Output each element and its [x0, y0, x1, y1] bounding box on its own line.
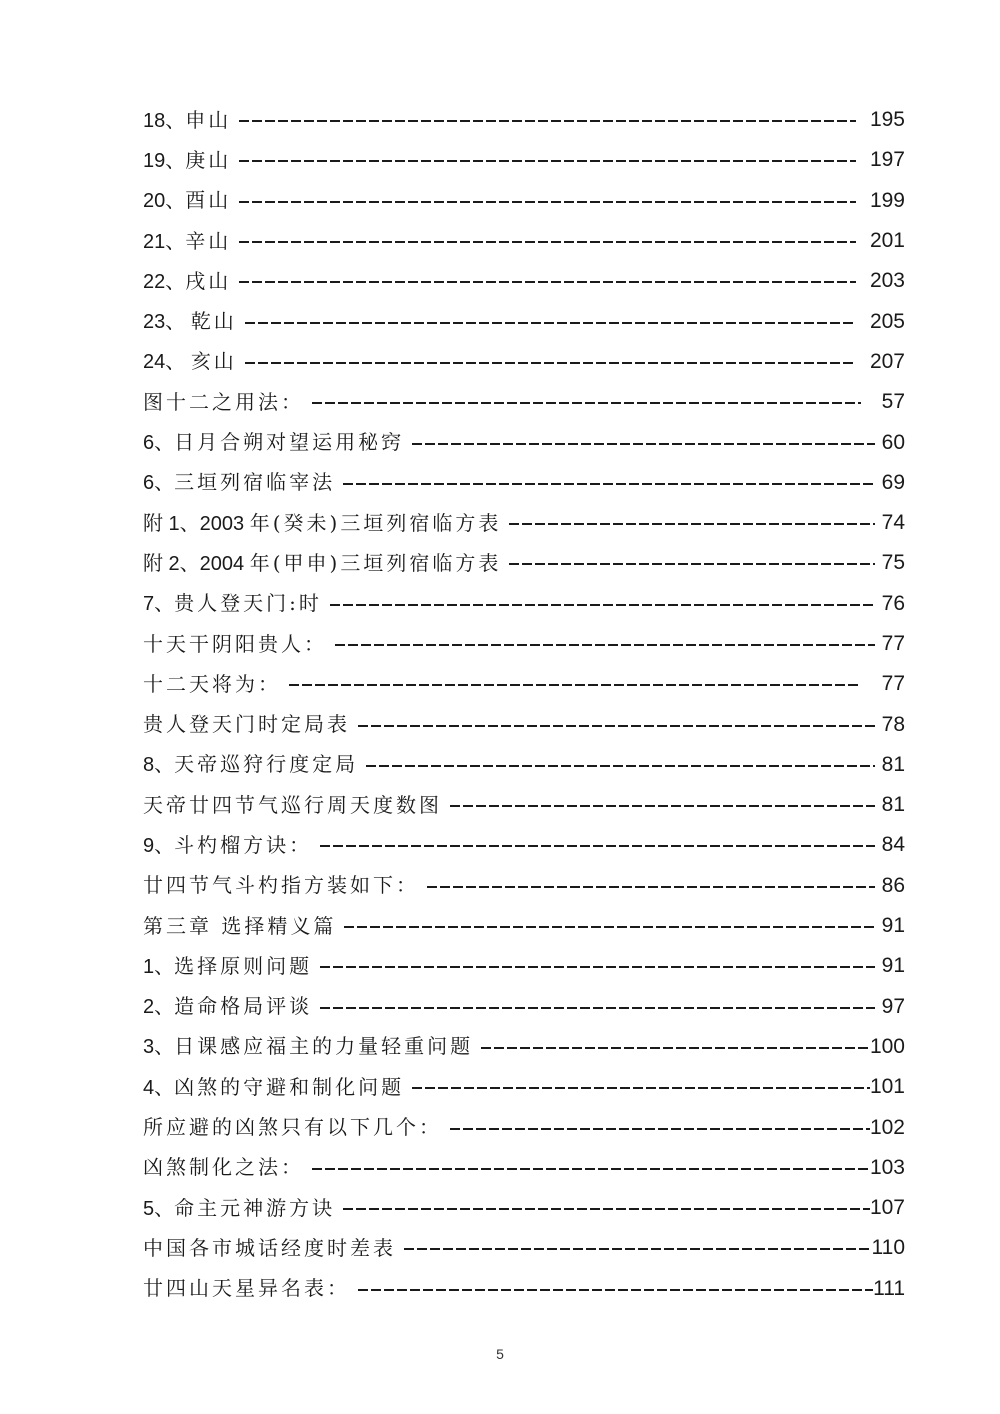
toc-entry-page-number: 205 [869, 309, 905, 333]
toc-entry-page-number: 77 [881, 632, 905, 655]
toc-entry-title [143, 1147, 304, 1188]
toc-entry[interactable] [143, 704, 905, 744]
dot-leader [343, 483, 875, 485]
dot-leader [320, 845, 875, 847]
toc-entry[interactable] [143, 1148, 905, 1188]
dot-leader [404, 1248, 872, 1250]
toc-entry-label: 申山 [185, 107, 232, 132]
toc-entry-title [143, 906, 336, 947]
dot-leader [239, 281, 856, 283]
toc-entry-prefix: 23、 [143, 311, 191, 334]
toc-entry-title [143, 422, 404, 463]
toc-entry-label: 十天干阴阳贵人： [143, 631, 327, 656]
toc-entry-prefix: 21、 [143, 230, 186, 253]
toc-entry[interactable] [143, 745, 905, 785]
toc-entry-label: 第三章 选择精义篇 [143, 913, 337, 938]
dot-leader [239, 120, 856, 122]
toc-entry-label: 辛山 [185, 228, 232, 253]
toc-entry-title [143, 140, 231, 181]
toc-entry-label: 戌山 [185, 268, 232, 293]
toc-entry-title [143, 664, 281, 705]
toc-entry-title [143, 785, 442, 826]
toc-entry-prefix: 1、 [143, 955, 175, 978]
dot-leader [344, 926, 875, 928]
toc-entry[interactable] [143, 906, 905, 946]
toc-entry-page-number: 107 [869, 1196, 905, 1220]
toc-entry[interactable] [143, 463, 905, 503]
toc-entry[interactable] [143, 664, 905, 704]
toc-entry-label: 命主元神游方诀 [174, 1195, 336, 1220]
toc-entry-label: 图十二之用法： [143, 389, 304, 414]
toc-entry-title [143, 1228, 396, 1269]
toc-entry-title [143, 503, 501, 544]
toc-entry[interactable] [143, 503, 905, 543]
toc-entry[interactable] [143, 181, 905, 221]
dot-leader [239, 160, 856, 162]
toc-entry-prefix: 4、 [143, 1076, 175, 1099]
dot-leader [481, 1047, 870, 1049]
toc-entry-title [143, 462, 335, 503]
toc-entry[interactable] [143, 946, 905, 986]
footer-page-number: 5 [496, 1346, 504, 1362]
dot-leader [412, 443, 875, 445]
toc-entry-prefix: 2、 [143, 996, 175, 1019]
toc-entry[interactable] [143, 785, 905, 825]
toc-entry-page-number: 86 [881, 873, 905, 897]
dot-leader [343, 1208, 870, 1210]
toc-entry-page-number: 199 [869, 188, 905, 212]
toc-entry-label: 造命格局评谈 [174, 994, 313, 1019]
dot-leader [330, 604, 875, 606]
toc-entry-page-number: 102 [869, 1115, 905, 1139]
toc-entry-title [143, 1026, 473, 1067]
toc-entry[interactable] [143, 1269, 905, 1309]
toc-entry-prefix: 3、 [143, 1036, 175, 1059]
toc-entry[interactable] [143, 1228, 905, 1268]
toc-entry-page-number: 84 [881, 833, 905, 857]
toc-entry-page-number: 101 [869, 1075, 905, 1099]
dot-leader [450, 805, 875, 807]
toc-entry-title [143, 543, 501, 584]
toc-entry-page-number: 197 [869, 148, 905, 172]
toc-entry-prefix: 5、 [143, 1197, 175, 1220]
toc-entry-page-number: 76 [881, 591, 905, 615]
toc-entry[interactable] [143, 100, 905, 140]
toc-entry-page-number: 74 [881, 511, 905, 535]
toc-entry-label: 贵人登天门时定局表 [143, 712, 350, 737]
toc-entry-prefix: 6、 [143, 432, 175, 455]
toc-entry-label: 斗杓榴方诀： [174, 833, 313, 857]
toc-entry-label: 日月合朔对望运用秘窍 [174, 430, 405, 455]
toc-entry-title [143, 1107, 442, 1148]
toc-entry-title [143, 986, 312, 1027]
toc-entry[interactable] [143, 584, 905, 624]
dot-leader [239, 201, 856, 203]
toc-entry-title [143, 100, 231, 141]
toc-entry-label: 三垣列宿临宰法 [174, 470, 336, 495]
toc-entry-prefix: 附 1、2003 [143, 512, 250, 535]
toc-entry[interactable] [143, 987, 905, 1027]
toc-entry-prefix: 8、 [143, 754, 175, 777]
toc-entry-page-number: 195 [869, 108, 905, 132]
toc-entry-label: 中国各市城话经度时差表 [143, 1235, 396, 1260]
dot-leader [239, 241, 856, 243]
toc-entry-label: 廿四节气斗杓指方装如下： [143, 873, 419, 898]
toc-entry-page-number: 201 [869, 229, 905, 253]
toc-entry-title [143, 382, 304, 423]
toc-entry-label: 十二天将为： [143, 671, 281, 696]
dot-leader [427, 886, 875, 888]
toc-entry-title [143, 825, 312, 866]
dot-leader [245, 322, 856, 324]
toc-entry-title [143, 301, 237, 342]
toc-entry-title [143, 180, 231, 221]
dot-leader [289, 684, 861, 686]
toc-entry-page-number: 91 [881, 954, 905, 978]
toc-entry-page-number: 97 [881, 994, 905, 1018]
toc-entry[interactable] [143, 1027, 905, 1067]
toc-entry[interactable] [143, 342, 905, 382]
toc-entry-page-number: 110 [871, 1236, 905, 1260]
toc-entry-page-number: 81 [881, 793, 905, 817]
toc-entry-label: 选择原则问题 [174, 953, 313, 978]
toc-entry[interactable] [143, 543, 905, 583]
dot-leader [312, 402, 861, 404]
toc-entry-page-number: 57 [881, 390, 905, 414]
toc-entry-label: 天帝巡狩行度定局 [174, 752, 359, 777]
toc-entry-title [143, 624, 327, 665]
table-of-contents [143, 100, 905, 1309]
toc-entry[interactable] [143, 301, 905, 341]
toc-entry-prefix: 18、 [143, 109, 186, 132]
dot-leader [509, 563, 875, 565]
toc-entry-title [143, 744, 358, 785]
toc-entry-page-number: 77 [881, 672, 905, 696]
toc-entry-title [143, 1067, 404, 1108]
toc-entry-prefix: 22、 [143, 270, 186, 293]
toc-entry-label: 天帝廿四节气巡行周天度数图 [143, 792, 442, 817]
toc-entry[interactable] [143, 825, 905, 865]
toc-entry[interactable] [143, 624, 905, 664]
toc-entry[interactable] [143, 422, 905, 462]
toc-entry-page-number: 91 [881, 914, 905, 938]
toc-entry-label: 酉山 [185, 188, 232, 213]
dot-leader [320, 1007, 875, 1009]
toc-entry-page-number: 203 [869, 269, 905, 293]
dot-leader [335, 644, 875, 646]
toc-entry-prefix: 24、 [143, 351, 191, 374]
dot-leader [358, 725, 875, 727]
toc-entry-prefix: 附 2、2004 [143, 552, 250, 575]
toc-entry-label: 凶煞制化之法： [143, 1155, 304, 1180]
toc-entry-label: 庚山 [185, 147, 232, 172]
toc-entry-page-number: 75 [881, 551, 905, 575]
toc-entry-page-number: 100 [869, 1034, 905, 1058]
toc-entry-title [143, 704, 350, 745]
toc-entry-page-number: 111 [873, 1276, 905, 1300]
toc-entry-label: 亥山 [190, 349, 237, 374]
dot-leader [358, 1289, 873, 1291]
toc-entry[interactable] [143, 261, 905, 301]
toc-entry-prefix: 19、 [143, 149, 186, 172]
toc-entry[interactable] [143, 1107, 905, 1147]
toc-entry[interactable] [143, 140, 905, 180]
dot-leader [509, 523, 875, 525]
toc-entry-prefix: 6、 [143, 472, 175, 495]
toc-entry-prefix: 9、 [143, 835, 175, 857]
dot-leader [312, 1168, 870, 1170]
toc-entry-title [143, 221, 231, 262]
toc-entry-page-number: 103 [869, 1155, 905, 1179]
toc-entry-label: 凶煞的守避和制化问题 [174, 1074, 405, 1099]
toc-entry-label: 乾山 [190, 309, 237, 334]
toc-entry-prefix: 7、 [143, 593, 175, 616]
toc-entry[interactable] [143, 866, 905, 906]
toc-entry-page-number: 78 [881, 712, 905, 736]
toc-entry-label: 所应避的凶煞只有以下几个： [143, 1115, 442, 1140]
toc-entry-title [143, 1188, 335, 1229]
toc-entry-prefix: 20、 [143, 190, 186, 213]
toc-entry-title [143, 1268, 350, 1309]
toc-entry-title [143, 865, 419, 906]
toc-entry[interactable] [143, 221, 905, 261]
dot-leader [450, 1128, 870, 1130]
toc-entry-page-number: 81 [881, 752, 905, 776]
toc-entry[interactable] [143, 1188, 905, 1228]
toc-entry[interactable] [143, 1067, 905, 1107]
toc-entry-title [143, 341, 237, 382]
toc-entry-page-number: 207 [869, 349, 905, 373]
toc-entry-title [143, 946, 312, 987]
toc-entry-label: 廿四山天星异名表： [143, 1276, 350, 1301]
toc-entry-label: 贵人登天门:时 [174, 591, 322, 616]
toc-entry-page-number: 69 [881, 470, 905, 494]
toc-entry-label: 日课感应福主的力量轻重问题 [174, 1034, 474, 1059]
dot-leader [366, 765, 875, 767]
toc-entry-page-number: 60 [881, 430, 905, 454]
dot-leader [412, 1087, 870, 1089]
dot-leader [320, 966, 875, 968]
toc-entry[interactable] [143, 382, 905, 422]
toc-entry-label: 年(甲申)三垣列宿临方表 [249, 550, 502, 575]
dot-leader [245, 362, 856, 364]
toc-entry-title [143, 583, 322, 624]
toc-entry-title [143, 261, 231, 302]
toc-entry-label: 年(癸未)三垣列宿临方表 [249, 510, 502, 535]
